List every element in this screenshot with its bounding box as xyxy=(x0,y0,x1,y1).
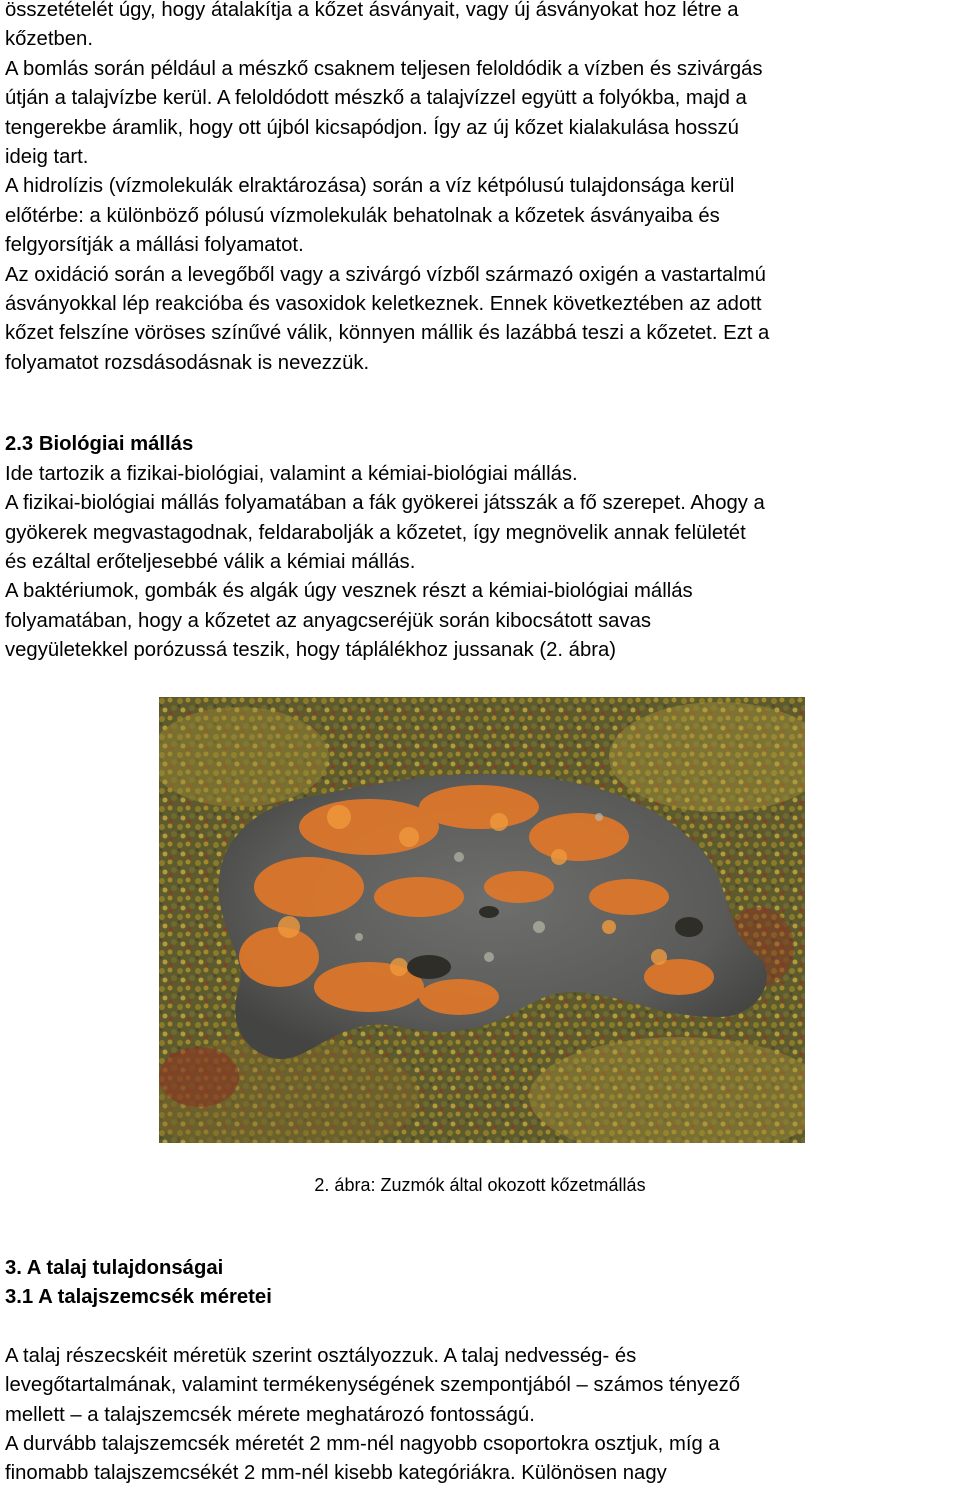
text-line: A baktériumok, gombák és algák úgy vesznek részt a kémiai-biológiai mállás xyxy=(5,580,693,603)
paragraph-grain-sizes xyxy=(5,1430,960,1489)
text-line: előtérbe: a különböző pólusú vízmolekulák behatolnak a kőzetek ásványaiba és xyxy=(5,204,720,227)
text-line: kőzetben. xyxy=(5,28,93,51)
text-line: gyökerek megvastagodnak, feldarabolják a kőzetet, így megnövelik annak felületét xyxy=(5,521,746,544)
text-line: vegyületekkel porózussá teszik, hogy táplálékhoz jussanak (2. ábra) xyxy=(5,639,617,662)
text-line: ideig tart. xyxy=(5,146,89,169)
text-line: kőzet felszíne vöröses színűvé válik, könnyen mállik és lazábbá teszi a kőzetet. Ezt a xyxy=(5,322,770,345)
text-line: összetételét úgy, hogy átalakítja a kőzet ásványait, vagy új ásványokat hoz létre a xyxy=(5,0,739,21)
paragraph-classification xyxy=(5,1342,960,1430)
text-line: A fizikai-biológiai mállás folyamatában a fák gyökerei játsszák a fő szerepet. Ahogy a xyxy=(5,492,765,515)
text-line: ásványokkal lép reakcióba és vasoxidok keletkeznek. Ennek következtében az adott xyxy=(5,293,762,316)
text-line: A durvább talajszemcsék méretét 2 mm-nél nagyobb csoportokra osztjuk, míg a xyxy=(5,1433,720,1456)
text-line: A hidrolízis (vízmolekulák elraktározása) során a víz kétpólusú tulajdonsága kerül xyxy=(5,175,735,198)
text-line: A talaj részecskéit méretük szerint osztályozzuk. A talaj nedvesség- és xyxy=(5,1344,637,1367)
figure-caption: 2. ábra: Zuzmók által okozott kőzetmállás xyxy=(314,1175,646,1195)
paragraph-chemical-biological xyxy=(5,577,960,665)
top-text-block xyxy=(5,0,960,378)
spacer xyxy=(5,1313,960,1342)
paragraph-dissolution xyxy=(5,55,960,173)
text-line: folyamatában, hogy a kőzetet az anyagcseréjük során kibocsátott savas xyxy=(5,609,651,632)
text-line: felgyorsítják a mállási folyamatot. xyxy=(5,234,304,257)
text-line: A bomlás során például a mészkő csaknem teljesen feloldódik a vízben és szivárgás xyxy=(5,57,763,80)
section-heading: 2.3 Biológiai mállás xyxy=(5,433,194,456)
paragraph-hydrolysis xyxy=(5,172,960,260)
paragraph-oxidation xyxy=(5,261,960,379)
section-soil-properties xyxy=(5,1254,960,1489)
text-line: tengerekbe áramlik, hogy ott újból kicsapódjon. Így az új kőzet kialakulása hosszú xyxy=(5,116,739,139)
paragraph-physical-biological xyxy=(5,489,960,577)
text-line: folyamatot rozsdásodásnak is nevezzük. xyxy=(5,351,370,374)
document-page xyxy=(5,0,960,666)
subsection-heading: 3.1 A talajszemcsék méretei xyxy=(5,1286,272,1309)
text-line: Az oxidáció során a levegőből vagy a szivárgó vízből származó oxigén a vastartalmú xyxy=(5,263,766,286)
lichen-rock-photo xyxy=(159,697,805,1143)
text-line: Ide tartozik a fizikai-biológiai, valamint a kémiai-biológiai mállás. xyxy=(5,462,578,485)
text-line: mellett – a talajszemcsék mérete meghatározó fontosságú. xyxy=(5,1403,535,1426)
paragraph-intro xyxy=(5,460,960,489)
text-line: finomabb talajszemcsékét 2 mm-nél kisebb kategóriákra. Különösen nagy xyxy=(5,1462,667,1485)
section-heading: 3. A talaj tulajdonságai xyxy=(5,1257,224,1279)
paragraph-composition xyxy=(5,0,960,55)
section-biological-weathering xyxy=(5,430,960,665)
text-line: útján a talajvízbe kerül. A feloldódott mészkő a talajvízzel együtt a folyókba, majd a xyxy=(5,87,747,110)
text-line: és ezáltal erőteljesebbé válik a kémiai mállás. xyxy=(5,550,416,573)
spacer xyxy=(5,378,960,430)
text-line: levegőtartalmának, valamint termékenységének szempontjából – számos tényező xyxy=(5,1374,741,1397)
